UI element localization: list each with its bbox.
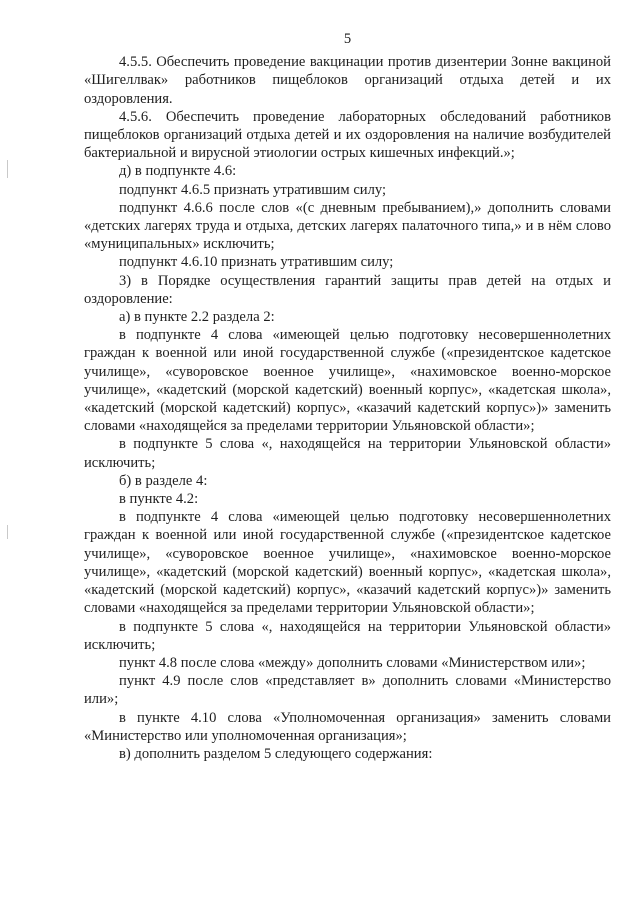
page-number: 5 — [343, 31, 352, 47]
paragraph-4-2: в пункте 4.2: — [119, 491, 199, 508]
paragraph-4-10: в пункте 4.10 слова «Уполномоченная организация» заменить словами «Министерство или уполномоченная организация»; — [84, 709, 611, 744]
paragraph-4-5-6: 4.5.6. Обеспечить проведение лабораторных обследований работников пищеблоков организаций отдыха детей и их оздоровления на наличие возбудителей бактериальной и вирусной этиологии острых кишечных инфекций.»; — [84, 108, 611, 162]
paragraph-4-9: пункт 4.9 после слов «представляет в» дополнить словами «Министерство или»; — [84, 673, 611, 708]
paragraph-section-4: б) в разделе 4: — [119, 472, 208, 489]
scan-edge-mark — [7, 525, 8, 539]
paragraph-4-6-5: подпункт 4.6.5 признать утратившим силу; — [119, 181, 387, 198]
paragraph-2-2: а) в пункте 2.2 раздела 2: — [119, 309, 275, 326]
paragraph-subitem-4-6: д) в подпункте 4.6: — [119, 163, 237, 180]
paragraph-4-6-10: подпункт 4.6.10 признать утратившим силу; — [119, 254, 394, 271]
paragraph-2-2-subitem-4: в подпункте 4 слова «имеющей целью подготовку несовершеннолетних граждан к военной или иной государственной службе («президентское кадетское училище», «суворовское военное училище», «нахимовское военно-морское училище», «кадетский (морской кадетский) военный корпус», «кадетская школа», «кадетский (морской кадетский) корпус», «казачий кадетский корпус»)» заменить словами «находящейся за пределами территории Ульяновской области»; — [84, 327, 611, 435]
paragraph-section-5: в) дополнить разделом 5 следующего содержания: — [119, 745, 433, 762]
paragraph-4-8: пункт 4.8 после слова «между» дополнить словами «Министерством или»; — [119, 654, 586, 671]
paragraph-4-5-5: 4.5.5. Обеспечить проведение вакцинации против дизентерии Зонне вакциной «Шигеллвак» работников пищеблоков организаций отдыха детей и их оздоровления. — [84, 54, 611, 107]
paragraph-4-2-subitem-5: в подпункте 5 слова «, находящейся на территории Ульяновской области» исключить; — [84, 618, 611, 653]
document-body — [84, 53, 611, 763]
paragraph-4-6-6: подпункт 4.6.6 после слов «(с дневным пребыванием),» дополнить словами «детских лагерях труда и отдыха, детских лагерях палаточного типа,» и в нём слово «муниципальных» исключить; — [84, 199, 611, 253]
document-page — [84, 30, 611, 763]
scan-edge-mark — [7, 160, 8, 178]
paragraph-2-2-subitem-5: в подпункте 5 слова «, находящейся на территории Ульяновской области» исключить; — [84, 436, 611, 471]
paragraph-item-3: 3) в Порядке осуществления гарантий защиты прав детей на отдых и оздоровление: — [84, 272, 611, 307]
paragraph-4-2-subitem-4: в подпункте 4 слова «имеющей целью подготовку несовершеннолетних граждан к военной или иной государственной службе («президентское кадетское училище», «суворовское военное училище», «нахимовское военно-морское училище», «кадетский (морской кадетский) военный корпус», «кадетская школа», «кадетский (морской кадетский) корпус», «казачий кадетский корпус»)» заменить словами «находящейся за пределами территории Ульяновской области»; — [84, 509, 611, 617]
